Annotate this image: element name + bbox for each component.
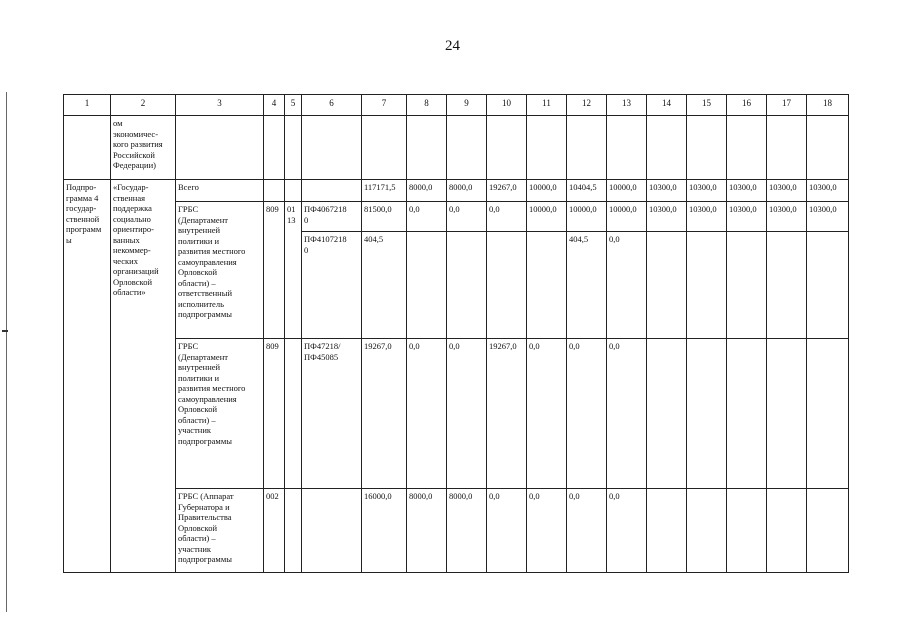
column-number: 2: [111, 95, 176, 116]
cell-value: 0,0: [447, 202, 487, 232]
column-number: 1: [64, 95, 111, 116]
column-number: 16: [727, 95, 767, 116]
cell-value: 404,5: [567, 232, 607, 339]
total-value: 10300,0: [727, 180, 767, 202]
grbs-dvp-line-1: [64, 202, 849, 232]
grbs-executor-label: ГРБС (Департамент внутренней политики и развития местного самоуправления Орловской области) – ответственный исполнитель подпрограммы: [176, 202, 264, 339]
cell-value: [727, 232, 767, 339]
cell-value: 0,0: [567, 489, 607, 573]
cell-value: 10300,0: [727, 202, 767, 232]
cell-value: 19267,0: [362, 339, 407, 489]
cell-value: [767, 489, 807, 573]
cell-value: [687, 489, 727, 573]
cell-value: [767, 339, 807, 489]
cell-value: 0,0: [447, 339, 487, 489]
grbs-apparat-row: [64, 489, 849, 573]
total-label: Всего: [176, 180, 264, 202]
cell-value: 16000,0: [362, 489, 407, 573]
grbs-code: 002: [264, 489, 285, 573]
target-code: ПФ4067218 0: [302, 202, 362, 232]
column-number: 9: [447, 95, 487, 116]
column-number-row: [64, 95, 849, 116]
cell-value: [647, 489, 687, 573]
cell-value: 0,0: [407, 202, 447, 232]
cell-value: 81500,0: [362, 202, 407, 232]
cell-value: 0,0: [527, 339, 567, 489]
total-value: 10300,0: [687, 180, 727, 202]
cell-value: [807, 489, 849, 573]
grbs-code: 809: [264, 339, 285, 489]
continued-program-name: ом экономичес- кого развития Российской Федерации): [111, 116, 176, 180]
total-value: 117171,5: [362, 180, 407, 202]
column-number: 8: [407, 95, 447, 116]
cell-value: 10300,0: [647, 202, 687, 232]
target-code: ПФ47218/ ПФ45085: [302, 339, 362, 489]
column-number: 3: [176, 95, 264, 116]
cell-value: [687, 232, 727, 339]
total-value: 10300,0: [807, 180, 849, 202]
section-code: 01 13: [285, 202, 302, 339]
section-code: [285, 339, 302, 489]
column-number: 17: [767, 95, 807, 116]
cell-value: [687, 339, 727, 489]
cell-value: 0,0: [407, 339, 447, 489]
cell-value: 404,5: [362, 232, 407, 339]
cell-value: [407, 232, 447, 339]
column-number: 4: [264, 95, 285, 116]
continuation-row: [64, 116, 849, 180]
total-value: 8000,0: [447, 180, 487, 202]
total-value: 10300,0: [647, 180, 687, 202]
grbs-code: 809: [264, 202, 285, 339]
column-number: 5: [285, 95, 302, 116]
total-row: [64, 180, 849, 202]
cell-value: 0,0: [567, 339, 607, 489]
cell-value: [807, 232, 849, 339]
total-value: 10000,0: [607, 180, 647, 202]
cell-value: 10000,0: [527, 202, 567, 232]
cell-value: [647, 232, 687, 339]
total-value: 10404,5: [567, 180, 607, 202]
column-number: 7: [362, 95, 407, 116]
cell-value: 10300,0: [767, 202, 807, 232]
cell-value: 0,0: [607, 339, 647, 489]
grbs-dvp-participant-row: [64, 339, 849, 489]
cell-value: 10000,0: [607, 202, 647, 232]
cell-value: 0,0: [487, 489, 527, 573]
cell-value: [727, 489, 767, 573]
subprogram-title: «Государ- ственная поддержка социально ориентиро- ванных некоммер- ческих организаций Орловской области»: [111, 180, 176, 573]
total-value: 10300,0: [767, 180, 807, 202]
column-number: 18: [807, 95, 849, 116]
cell-value: 8000,0: [407, 489, 447, 573]
cell-value: 0,0: [607, 489, 647, 573]
target-code: [302, 489, 362, 573]
cell-value: 19267,0: [487, 339, 527, 489]
cell-value: 10300,0: [687, 202, 727, 232]
cell-value: 10300,0: [807, 202, 849, 232]
column-number: 13: [607, 95, 647, 116]
total-value: 8000,0: [407, 180, 447, 202]
cell-value: [527, 232, 567, 339]
page-number: 24: [445, 38, 460, 54]
cell-value: 8000,0: [447, 489, 487, 573]
cell-value: [647, 339, 687, 489]
column-number: 10: [487, 95, 527, 116]
cell-value: [807, 339, 849, 489]
cell-value: 0,0: [487, 202, 527, 232]
subprogram-label: Подпро- грамма 4 государ- ственной программ ы: [64, 180, 111, 573]
total-value: 19267,0: [487, 180, 527, 202]
column-number: 15: [687, 95, 727, 116]
grbs-participant-label: ГРБС (Департамент внутренней политики и развития местного самоуправления Орловской области) – участник подпрограммы: [176, 339, 264, 489]
budget-table: [63, 94, 849, 573]
grbs-participant-label: ГРБС (Аппарат Губернатора и Правительства Орловской области) – участник подпрограммы: [176, 489, 264, 573]
column-number: 6: [302, 95, 362, 116]
cell-value: [727, 339, 767, 489]
cell-value: [447, 232, 487, 339]
column-number: 12: [567, 95, 607, 116]
total-value: 10000,0: [527, 180, 567, 202]
cell-value: 0,0: [527, 489, 567, 573]
margin-tick-mark: [2, 330, 8, 332]
column-number: 11: [527, 95, 567, 116]
cell-value: [487, 232, 527, 339]
cell-value: 0,0: [607, 232, 647, 339]
cell-value: 10000,0: [567, 202, 607, 232]
binding-margin-line: [6, 92, 7, 612]
cell-value: [767, 232, 807, 339]
section-code: [285, 489, 302, 573]
target-code: ПФ4107218 0: [302, 232, 362, 339]
column-number: 14: [647, 95, 687, 116]
